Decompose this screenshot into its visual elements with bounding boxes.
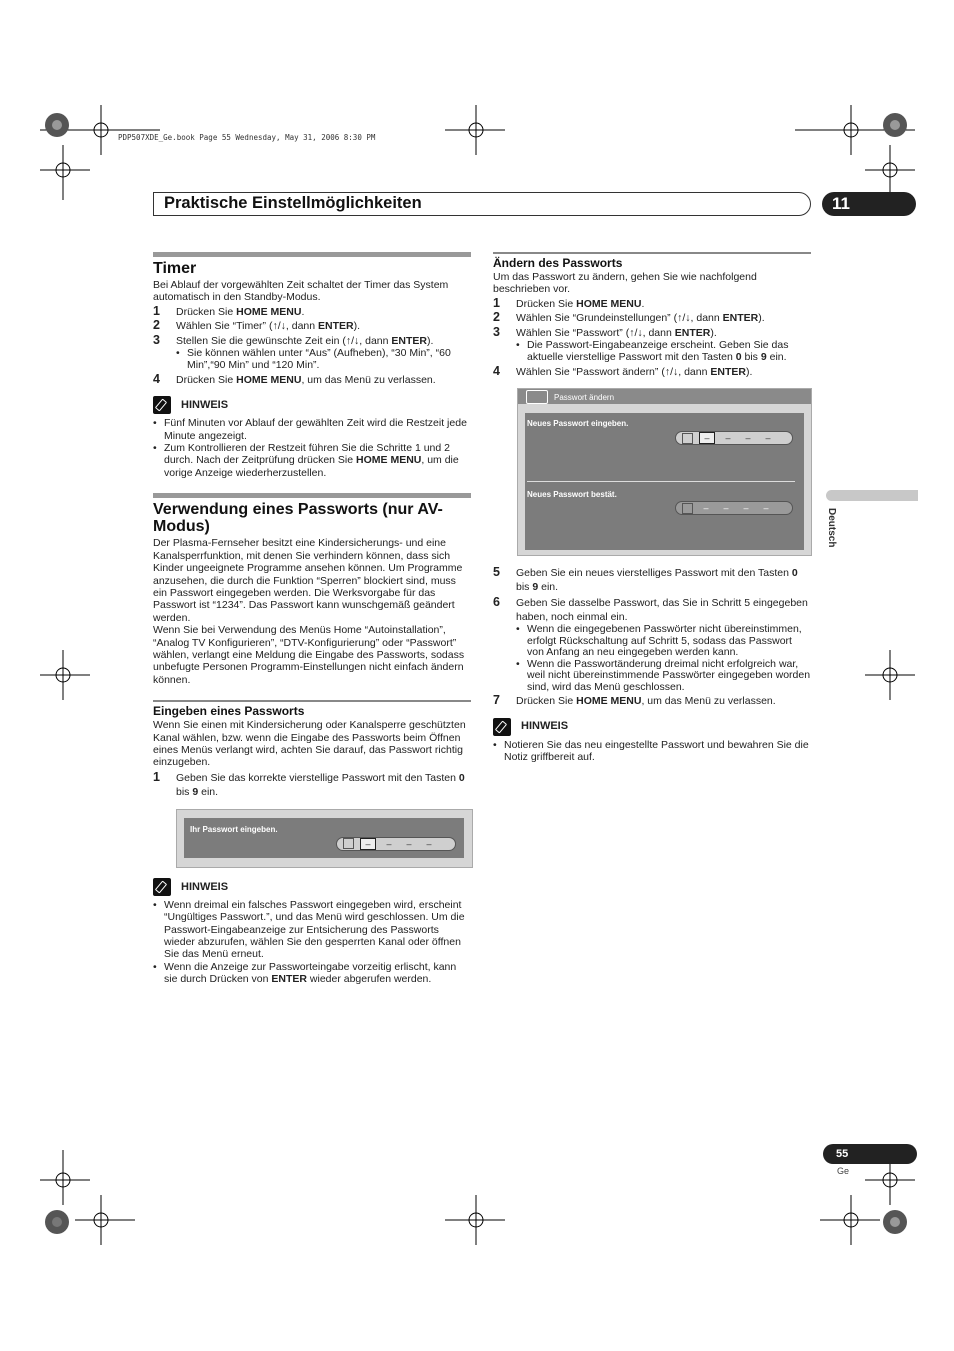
change-step-3: 3 Wählen Sie “Passwort” (↑/↓, dann ENTER). • Die Passwort-Eingabeanzeige erscheint. Geben Sie das aktuelle vierstellige Passwort mit den Tasten 0 bis 9 ein. bbox=[493, 327, 811, 364]
note-pencil-icon bbox=[493, 718, 511, 736]
subsection-rule bbox=[153, 700, 471, 702]
note-pencil-icon bbox=[153, 878, 171, 896]
note-pencil-icon bbox=[153, 396, 171, 414]
new-password-label: Neues Passwort eingeben. bbox=[527, 419, 629, 429]
password-digit: – bbox=[765, 433, 771, 444]
enter-password-step-1: 1 Geben Sie das korrekte vierstellige Passwort mit den Tasten 0 bis 9 ein. bbox=[153, 769, 465, 798]
note-item: • Fünf Minuten vor Ablauf der gewählten Zeit wird die Restzeit jede Minute angezeigt. bbox=[153, 417, 471, 442]
section-rule bbox=[153, 493, 471, 498]
arrow-up-down-icon: ↑/↓ bbox=[664, 365, 679, 378]
timer-step-3-bullet: • Sie können wählen unter “Aus” (Aufheben), “30 Min”, “60 Min”,“90 Min” und “120 Min”. bbox=[176, 347, 471, 372]
change-step-4: 4 Wählen Sie “Passwort ändern” (↑/↓, dann ENTER). bbox=[493, 363, 753, 378]
change-password-screen bbox=[517, 388, 812, 556]
change-password-title: Ändern des Passworts bbox=[493, 256, 623, 270]
right-column bbox=[493, 252, 811, 763]
timer-step-3: 3 Stellen Sie die gewünschte Zeit ein (↑/↓, dann ENTER). • Sie können wählen unter “Aus” (Aufheben), “30 Min”, “60 Min”,“90 Min” und “120 Min”. bbox=[153, 335, 471, 372]
lock-icon bbox=[526, 390, 548, 404]
password-section-title: Verwendung eines Passworts (nur AV-Modus) bbox=[153, 501, 443, 536]
section-rule bbox=[153, 252, 471, 257]
change-step-1: 1 Drücken Sie HOME MENU. bbox=[493, 295, 645, 310]
timer-step-1: 1 Drücken Sie HOME MENU. bbox=[153, 303, 305, 318]
divider bbox=[527, 481, 795, 482]
change-step-3-bullet: • Die Passwort-Eingabeanzeige erscheint. Geben Sie das aktuelle vierstellige Passwort mit den Tasten 0 bis 9 ein. bbox=[516, 339, 811, 364]
password-digit: – bbox=[703, 503, 709, 514]
note-title: HINWEIS bbox=[181, 880, 229, 893]
change-step-5: 5 Geben Sie ein neues vierstelliges Passwort mit den Tasten 0 bis 9 ein. bbox=[493, 565, 798, 594]
note-item: • Notieren Sie das neu eingestellte Passwort und bewahren Sie die Notiz griffbereit auf. bbox=[493, 739, 811, 764]
file-info-line: PDP507XDE_Ge.book Page 55 Wednesday, May 31, 2006 8:30 PM bbox=[118, 133, 376, 142]
confirm-password-label: Neues Passwort bestät. bbox=[527, 490, 617, 500]
arrow-up-down-icon: ↑/↓ bbox=[677, 312, 691, 325]
password-para-2: Wenn Sie bei Verwendung des Menüs Home “Autoinstallation”, “Analog TV Konfigurieren”, “DTV-Konfigurierung” oder “Passwort” wählen, verlangt eine Meldung die Eingabe des Passworts, sodass unbefugte Personen Programm-Einstellungen nicht einfach ändern können. bbox=[153, 624, 465, 686]
change-step-6-bullet: • Wenn die Passwortänderung dreimal nicht erfolgreich war, weil nicht übereinstimmende Passwörter eingegeben worden sind, wird das Menü geschlossen. bbox=[516, 659, 811, 694]
page-language: Ge bbox=[837, 1166, 850, 1176]
chapter-number: 11 bbox=[822, 192, 916, 216]
keypad-icon bbox=[343, 838, 354, 849]
password-digit: – bbox=[763, 503, 769, 514]
enter-password-note bbox=[153, 878, 471, 986]
new-password-input[interactable] bbox=[675, 431, 793, 445]
timer-title: Timer bbox=[153, 260, 197, 277]
enter-password-title: Eingeben eines Passworts bbox=[153, 704, 305, 719]
keypad-icon bbox=[682, 503, 693, 514]
password-para-1: Der Plasma-Fernseher besitzt eine Kindersicherungs- und eine Kanalsperrfunktion, mit denen Sie verhindern können, dass sich Kinder ungeeignete Programme ansehen können. Um Programme anzusehen, die durch die Funktion “Sperren” blockiert sind, muss ein Passwort eingegeben werden. Die Werksvorgabe für das Passwort ist “1234”. Das Passwort kann wunschgemäß geändert werden. bbox=[153, 537, 463, 624]
password-prompt-label: Ihr Passwort eingeben. bbox=[190, 824, 278, 834]
password-digit: – bbox=[406, 838, 412, 849]
chapter-title: Praktische Einstellmöglichkeiten bbox=[164, 194, 422, 212]
change-password-note bbox=[493, 718, 811, 764]
timer-step-2: 2 Wählen Sie “Timer” (↑/↓, dann ENTER). bbox=[153, 318, 361, 333]
arrow-up-down-icon: ↑/↓ bbox=[272, 320, 286, 333]
screen-title: Passwort ändern bbox=[554, 393, 615, 403]
side-tab-label: Deutsch bbox=[826, 508, 837, 548]
password-digit: – bbox=[699, 432, 715, 444]
note-title: HINWEIS bbox=[181, 399, 229, 412]
password-digit: – bbox=[725, 433, 731, 444]
password-digit: – bbox=[386, 838, 392, 849]
left-column bbox=[153, 252, 471, 986]
timer-step-4: 4 Drücken Sie HOME MENU, um das Menü zu verlassen. bbox=[153, 371, 436, 386]
password-digit: – bbox=[743, 503, 749, 514]
password-digit: – bbox=[426, 838, 432, 849]
note-item: • Wenn die Anzeige zur Passworteingabe vorzeitig erlischt, kann sie durch Drücken von ENTER wieder abgerufen werden. bbox=[153, 961, 471, 986]
arrow-up-down-icon: ↑/↓ bbox=[345, 334, 360, 347]
timer-intro: Bei Ablauf der vorgewählten Zeit schaltet der Timer das System automatisch in den Standby-Modus. bbox=[153, 279, 449, 304]
password-digit: – bbox=[723, 503, 729, 514]
screen-title-bar bbox=[518, 389, 811, 404]
password-digit: – bbox=[360, 838, 376, 850]
enter-password-intro: Wenn Sie einen mit Kindersicherung oder Kanalsperre geschützten Kanal wählen, bzw. wenn die Eingabe des Passworts beim Öffnen eines Menüs verlangt wird, achten Sie darauf, das Passwort richtig einzugeben. bbox=[153, 719, 466, 769]
arrow-up-down-icon: ↑/↓ bbox=[629, 326, 643, 339]
confirm-password-input[interactable] bbox=[675, 501, 793, 515]
change-step-6-bullet: • Wenn die eingegebenen Passwörter nicht übereinstimmen, erfolgt Rückschaltung auf Schritt 5, sodass das Passwort von Anfang an neu eingegeben werden kann. bbox=[516, 624, 811, 659]
page-number: 55 bbox=[823, 1144, 917, 1164]
password-digit: – bbox=[745, 433, 751, 444]
keypad-icon bbox=[682, 433, 693, 444]
password-entry-screen bbox=[176, 809, 473, 868]
timer-note bbox=[153, 396, 471, 479]
note-item: • Wenn dreimal ein falsches Passwort eingegeben wird, erscheint “Ungültiges Passwort.”, und das Menü wird geschlossen. Um die Passwort-Eingabeanzeige zur Entsicherung des Passworts wieder abzurufen, wählen Sie den gesperrten Kanal oder öffnen Sie das Menü erneut. bbox=[153, 899, 471, 961]
change-password-intro: Um das Passwort zu ändern, gehen Sie wie nachfolgend beschrieben vor. bbox=[493, 271, 757, 296]
change-step-6: 6 Geben Sie dasselbe Passwort, das Sie in Schritt 5 eingegeben haben, noch einmal ein. • Wenn die eingegebenen Passwörter nicht übereinstimmen, erfolgt Rückschaltung auf Schritt 5, sodass das Passwort von Anfang an neu eingegeben werden kann. • Wenn die Passwortänderung dreimal nicht erfolgreich war, weil nicht übereinstimmende Passwörter eingegeben worden sind, wird das Menü geschlossen. bbox=[493, 596, 811, 693]
note-title: HINWEIS bbox=[521, 720, 569, 733]
change-step-2: 2 Wählen Sie “Grundeinstellungen” (↑/↓, dann ENTER). bbox=[493, 310, 765, 325]
password-input[interactable] bbox=[336, 837, 456, 851]
change-step-7: 7 Drücken Sie HOME MENU, um das Menü zu verlassen. bbox=[493, 693, 776, 708]
note-item: • Zum Kontrollieren der Restzeit führen Sie die Schritte 1 und 2 durch. Nach der Zeitprüfung drücken Sie HOME MENU, um die vorige Anzeige wiederherzustellen. bbox=[153, 442, 471, 479]
subsection-rule bbox=[493, 252, 811, 254]
side-tab bbox=[826, 490, 918, 501]
